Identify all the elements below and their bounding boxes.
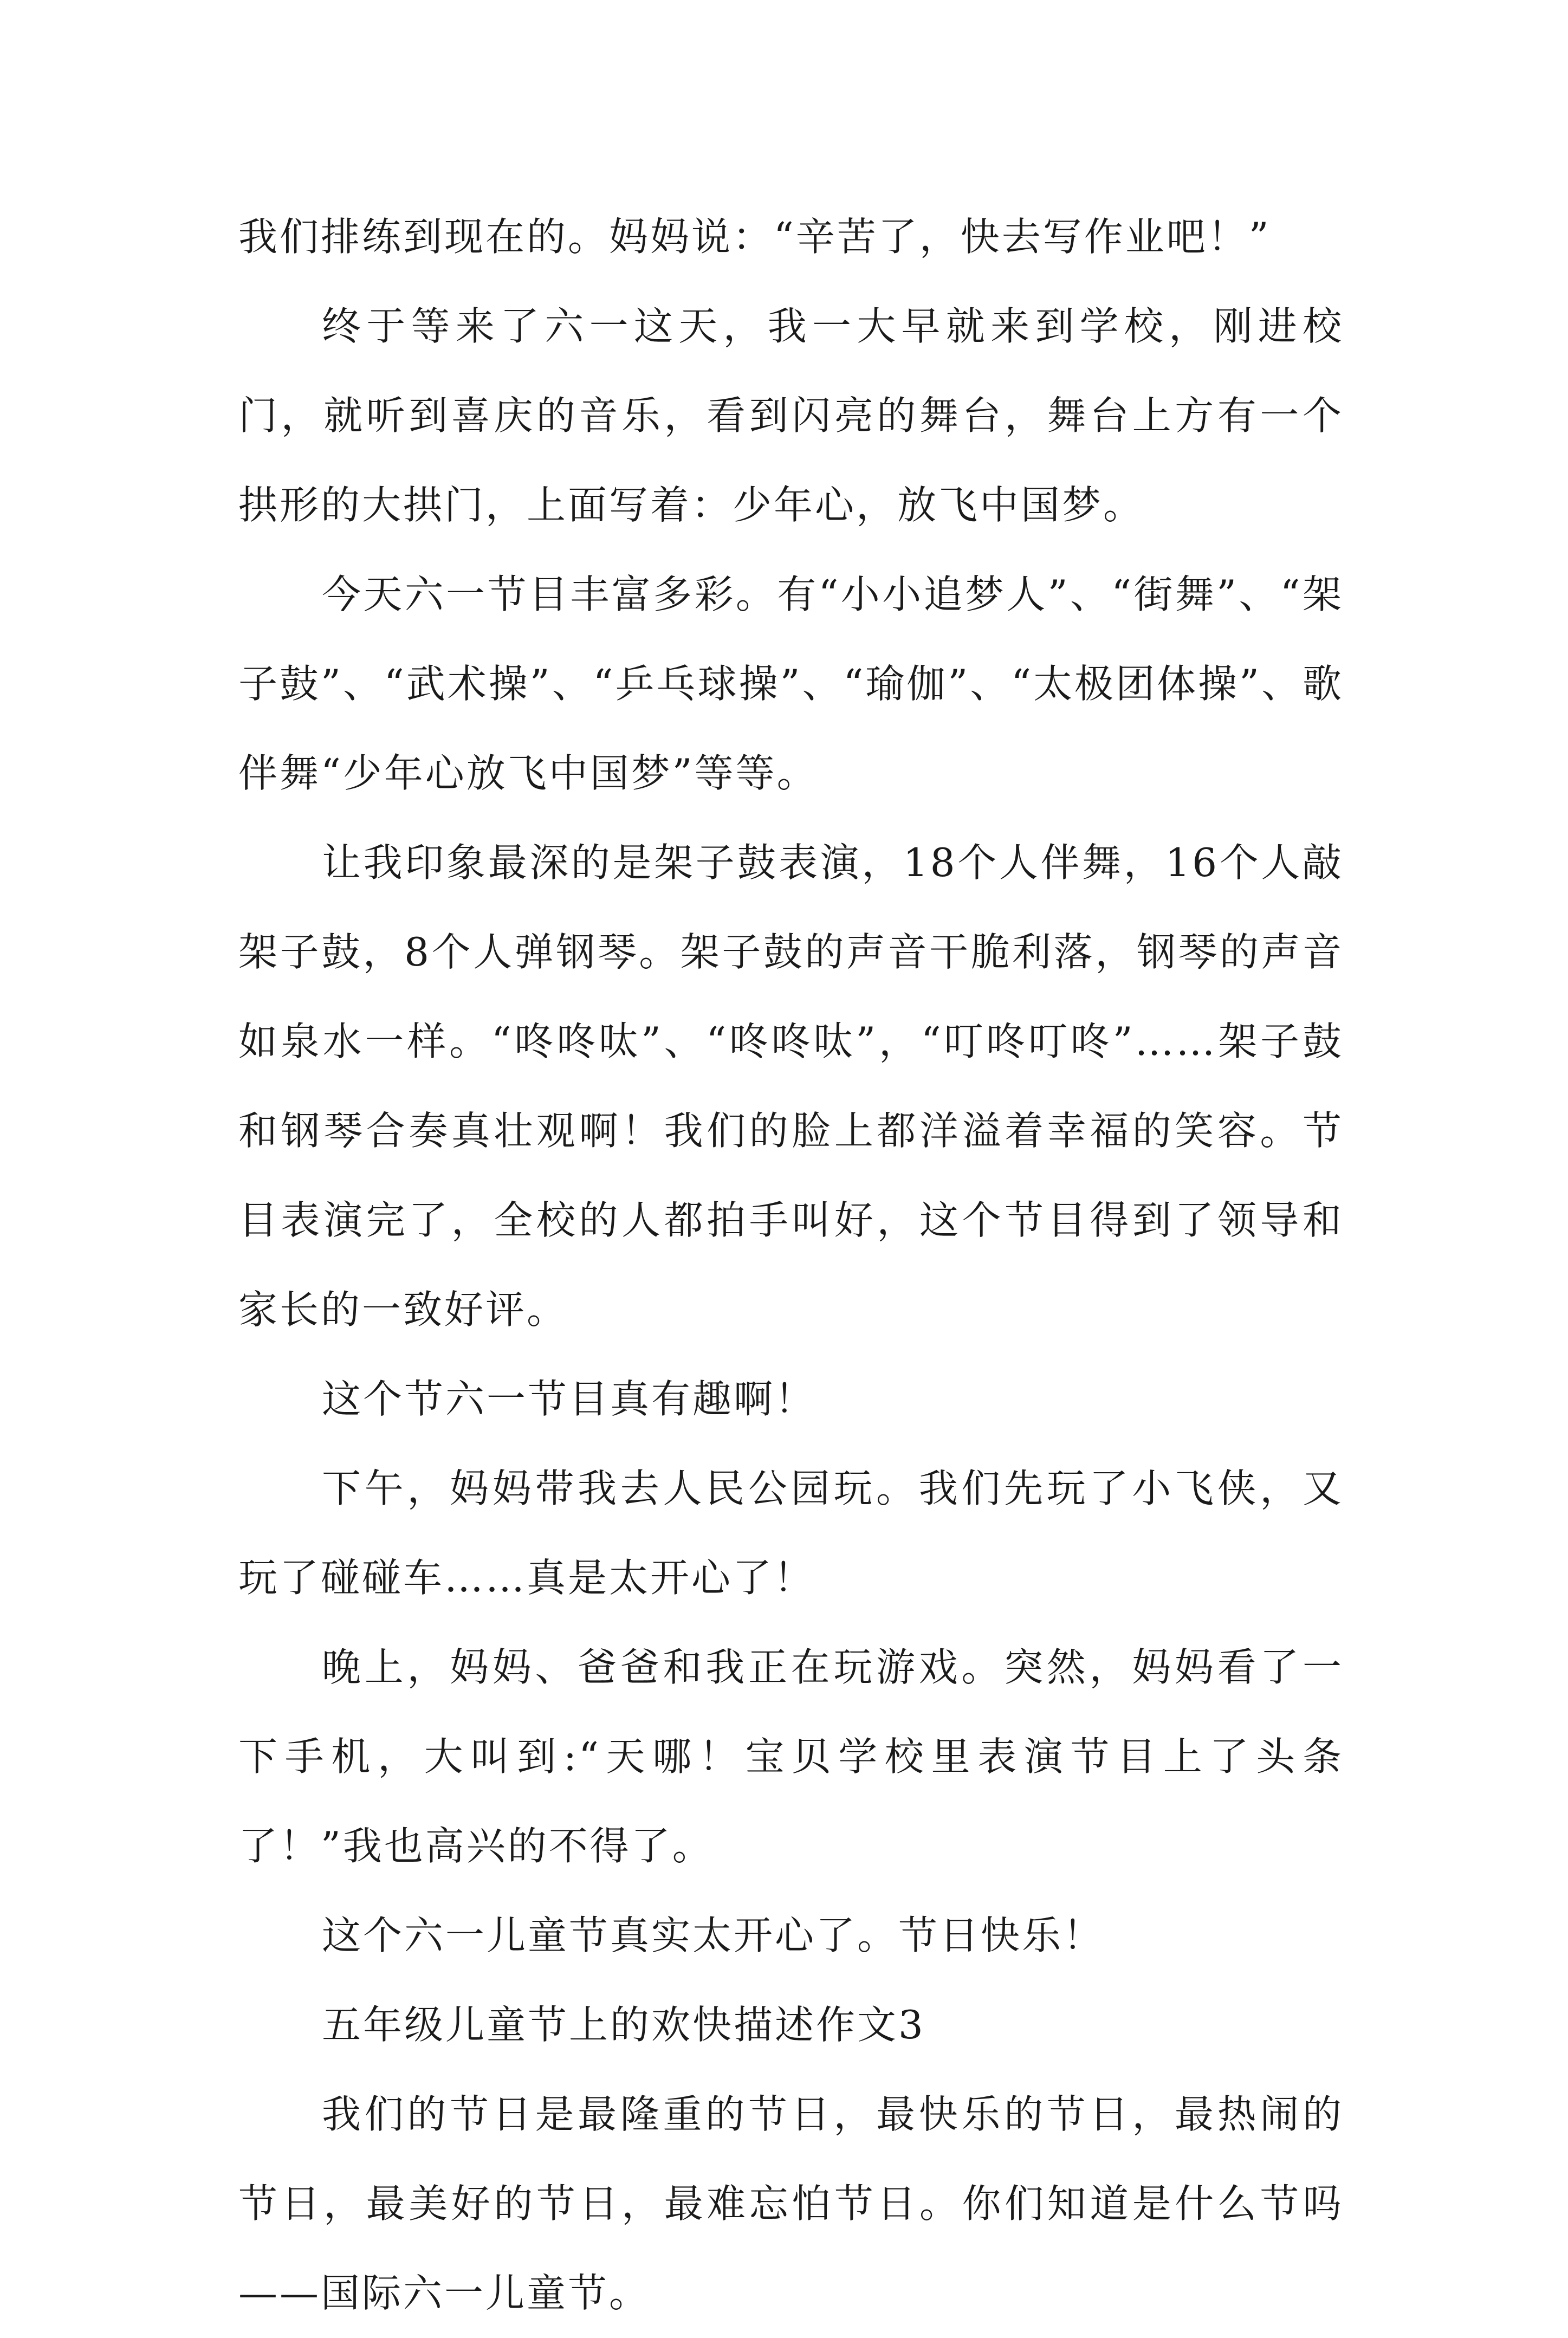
- paragraph-6: 下午，妈妈带我去人民公园玩。我们先玩了小飞侠，又玩了碰碰车……真是太开心了！: [238, 1466, 1344, 1601]
- paragraph-8: 这个六一儿童节真实太开心了。节日快乐！: [322, 1913, 1105, 1958]
- paragraph-2: 终于等来了六一这天，我一大早就来到学校，刚进校门，就听到喜庆的音乐，看到闪亮的舞台，舞台上方有一个拱形的大拱门，上面写着：少年心，放飞中国梦。: [238, 303, 1344, 528]
- paragraph-9: 我们的节日是最隆重的节日，最快乐的节日，最热闹的节日，最美好的节日，最难忘怕节日。你们知道是什么节吗——国际六一儿童节。: [238, 2091, 1344, 2316]
- document-body: [238, 192, 1344, 2338]
- paragraph-5: 这个节六一节目真有趣啊！: [322, 1376, 817, 1422]
- paragraph-4: 让我印象最深的是架子鼓表演，18个人伴舞，16个人敲架子鼓，8个人弹钢琴。架子鼓的声音干脆利落，钢琴的声音如泉水一样。“咚咚呔”、“咚咚呔”，“叮咚叮咚”……架子鼓和钢琴合奏真壮观啊！我们的脸上都洋溢着幸福的笑容。节目表演完了，全校的人都拍手叫好，这个节目得到了领导和家长的一致好评。: [238, 840, 1344, 1332]
- section-heading: 五年级儿童节上的欢快描述作文3: [322, 2002, 925, 2048]
- paragraph-7: 晚上，妈妈、爸爸和我正在玩游戏。突然，妈妈看了一下手机，大叫到:“天哪！宝贝学校里表演节目上了头条了！”我也高兴的不得了。: [238, 1644, 1344, 1869]
- paragraph-1: 我们排练到现在的。妈妈说：“辛苦了，快去写作业吧！”: [238, 214, 1271, 260]
- paragraph-3: 今天六一节目丰富多彩。有“小小追梦人”、“街舞”、“架子鼓”、“武术操”、“乒乓球操”、“瑜伽”、“太极团体操”、歌伴舞“少年心放飞中国梦”等等。: [238, 572, 1344, 796]
